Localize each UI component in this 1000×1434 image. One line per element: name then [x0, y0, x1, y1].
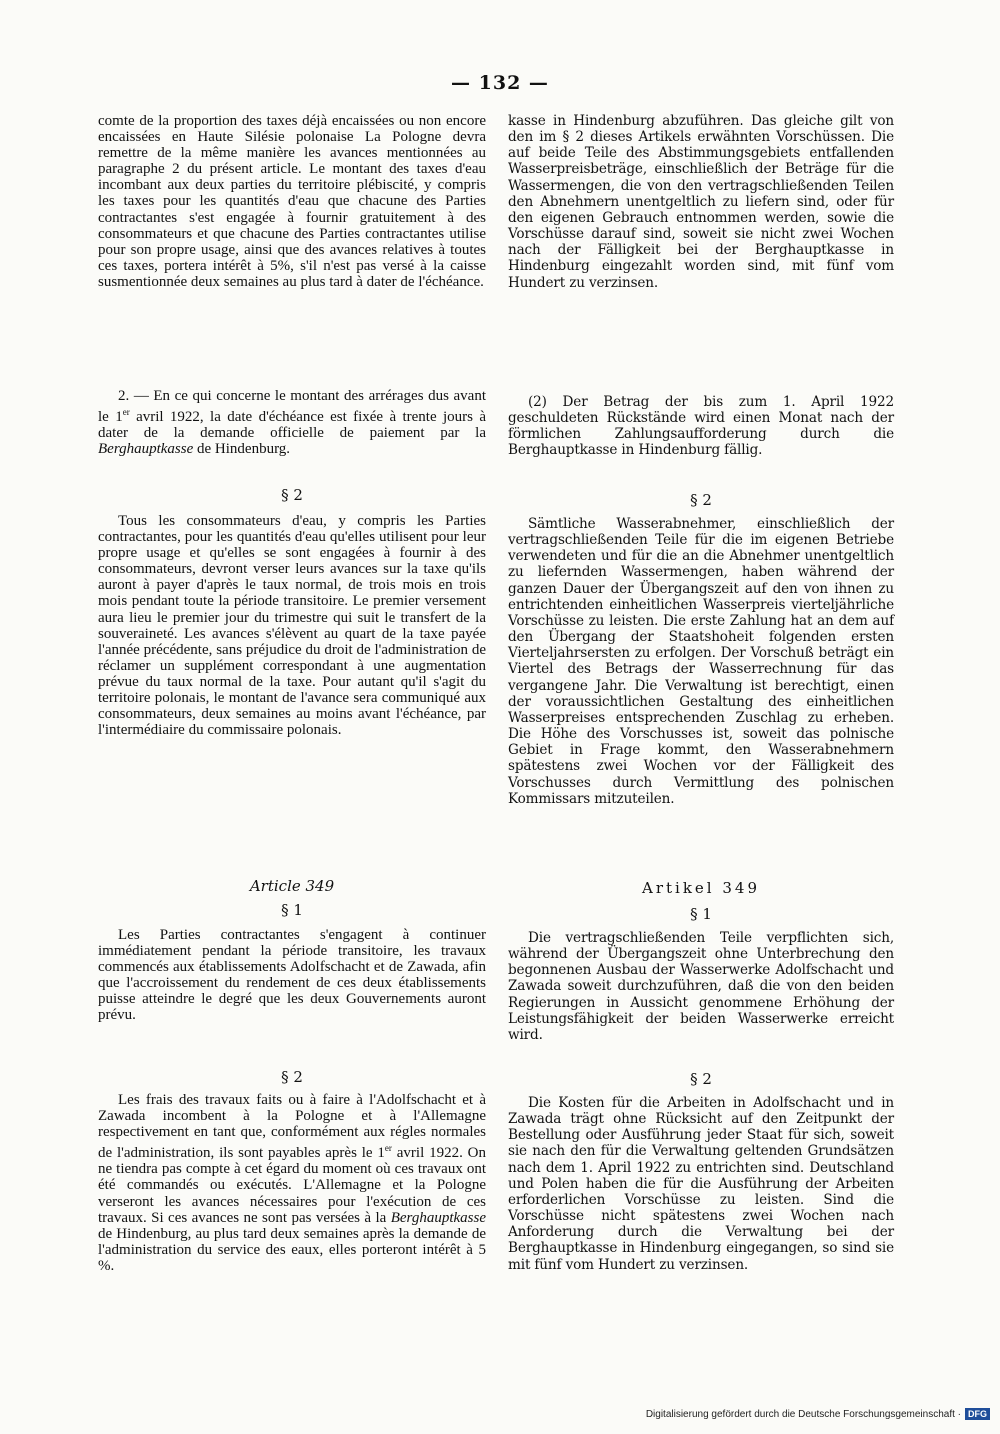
de-article-section-2-heading: § 2	[690, 1070, 712, 1088]
de-article-section-2-text: Die Kosten für die Arbeiten in Adolfschacht und in Zawada trägt ohne Rücksicht auf den Zeitpunkt der Bestellung oder Ausführung jeder Staat für sich, soweit sie nach den für die Verwaltung geltenden Grundsätzen nach dem 1. April 1922 zu entrichten sind. Deutschland und Polen haben die für die Ausführung der Arbeiten erforderlichen Vorschüsse zu leisten. Sind die Vorschüsse nicht spätestens zwei Wochen nach Anforderung durch die Verwaltung bei der Berghauptkasse in Hindenburg eingegangen, so sind sie mit fünf vom Hundert zu verzinsen.	[508, 1095, 894, 1273]
fr-a-s2-text-a: Les frais des travaux faits ou à faire à l'Adolfschacht et à Zawada incombent à la Pologne et à l'Allemagne respectivement en tant que, conformément aux régles normales de l'administration, ils sont payables après le 1	[98, 1092, 486, 1162]
fr-article-349-heading: Article 349	[249, 877, 335, 895]
de-section-2-heading: § 2	[690, 491, 712, 509]
fr-p2-text-a: 2. — En ce qui concerne le montant des arrérages dus avant le 1	[98, 388, 486, 426]
fr-article-section-1-heading: § 1	[281, 901, 303, 919]
fr-article-section-2-heading: § 2	[281, 1068, 303, 1086]
fr-p2-text-b: avril 1922, la date d'échéance est fixée à trente jours à dater de la demande officielle de paiement par la	[98, 409, 487, 442]
de-article-section-1-heading: § 1	[690, 905, 712, 923]
fr-section-2-text: Tous les consommateurs d'eau, y compris les Parties contractantes, pour les quantités d'eau qu'elles utilisent pour leur propre usage et qu'elles se sont engagées à fournir à des consommateurs, devront verser leurs avances sur la taxe qu'ils auront à payer d'après le taux normal, de trois mois en trois mois pendant toute la période transitoire. Le premier versement aura lieu le premier jour du trimestre qui suit le transfert de la souveraineté. Les avances s'élèvent au quart de la taxe payée l'année précédente, sans préjudice du droit de l'administration de réclamer un supplément correspondant à une augmentation prévue du taux normal de la taxe. Pour autant qu'il s'agit du territoire polonais, le montant de l'avance sera communiqué aux consommateurs, deux semaines au moins avant l'échéance, par l'intermédiaire du commissaire polonais.	[98, 513, 486, 739]
fr-a-s2-text-c: de Hindenburg, au plus tard deux semaines après la demande de l'administration du service des eaux, elles porteront intérêt à 5 %.	[98, 1225, 486, 1274]
page-number: — 132 —	[451, 72, 549, 94]
fr-p2-emphasis: Berghauptkasse	[98, 441, 194, 458]
fr-a-s2-emphasis: Berghauptkasse	[390, 1209, 486, 1226]
fr-article-section-1-text: Les Parties contractantes s'engagent à continuer immédiatement pendant la période transitoire, les travaux commencés aux établissements Adolfschacht et de Zawada, afin que l'accroissement du rendement de ces deux établissements puisse atteindre le degré que les deux Gouvernements auront prévu.	[98, 927, 486, 1024]
fr-article-section-2-text	[98, 1092, 486, 1274]
fr-paragraph-2	[98, 388, 486, 457]
fr-a-s2-sup: er	[384, 1143, 392, 1154]
fr-p2-text-c: de Hindenburg.	[193, 441, 291, 458]
de-section-2-text: Sämtliche Wasserabnehmer, einschließlich der vertragschließenden Teile für die im eigenen Betriebe verwendeten und für die an die Abnehmer unentgeltlich zu liefernden Wassermengen, haben während der ganzen Dauer der Übergangszeit auf den von ihnen zu entrichtenden einheitlichen Wasserpreis vierteljährliche Vorschüsse zu leisten. Die erste Zahlung hat an dem auf den Übergang der Staatshoheit folgenden ersten Vierteljahrsersten zu erfolgen. Der Vorschuß beträgt ein Viertel des Betrags der Wasserrechnung für das vergangene Jahr. Die Verwaltung ist berechtigt, einen der voraussichtlichen Gestaltung des einheitlichen Wasserpreises entsprechenden Zuschlag zu erheben. Die Höhe des Vorschusses ist, soweit das polnische Gebiet in Frage kommt, den Wasserabnehmern spätestens zwei Wochen vor der Fälligkeit des Vorschusses durch Vermittlung des polnischen Kommissars mitzuteilen.	[508, 516, 894, 807]
de-paragraph-2: (2) Der Betrag der bis zum 1. April 1922 geschuldeten Rückstände wird einen Monat nach der förmlichen Zahlungsaufforderung durch die Berghauptkasse in Hindenburg fällig.	[508, 394, 894, 459]
de-paragraph-1: kasse in Hindenburg abzuführen. Das gleiche gilt von den im § 2 dieses Artikels erwähnten Vorschüssen. Die auf beide Teile des Abstimmungsgebiets entfallenden Wasserpreisbeträge, einschließlich der Beträge für die Wassermengen, die von den vertragschließenden Teilen den Abnehmern unentgeltlich zu liefern sind, oder für den eigenen Gebrauch entnommen werden, sowie die Vorschüsse darauf sind, soweit sie nicht zwei Wochen nach der Fälligkeit bei der Berghauptkasse in Hindenburg eingezahlt worden sind, mit fünf vom Hundert zu verzinsen.	[508, 113, 894, 291]
fr-a-s2-text-b: avril 1922. On ne tiendra pas compte à cet égard du moment où ces travaux ont été commandés ou exécutés. L'Allemagne et la Pologne verseront les avances nécessaires pour l'exécution de ces travaux. Si ces avances ne sont pas versées à la	[98, 1145, 486, 1226]
dfg-logo: DFG	[965, 1408, 990, 1420]
fr-paragraph-1: comte de la proportion des taxes déjà encaissées ou non encore encaissées en Haute Silésie polonaise La Pologne devra remettre de la même manière les avances mentionnées au paragraphe 2 du présent article. Le montant des taxes d'eau incombant aux deux parties du territoire plébiscité, y compris les taxes pour les quantités d'eau que chacune des Parties contractantes s'est engagée à fournir gratuitement à des consommateurs et que chacune des Parties contractantes utilise pour son propre usage, ainsi que des avances relatives à toutes ces taxes, portera intérêt à 5%, s'il n'est pas versé à la caisse susmentionnée deux semaines au plus tard à dater de l'échéance.	[98, 113, 486, 290]
footer-text: Digitalisierung gefördert durch die Deutsche Forschungsgemeinschaft ·	[645, 1408, 961, 1420]
fr-p2-sup: er	[122, 407, 130, 418]
fr-section-2-heading: § 2	[281, 486, 303, 504]
de-article-section-1-text: Die vertragschließenden Teile verpflichten sich, während der Übergangszeit ohne Unterbrechung den begonnenen Ausbau der Wasserwerke Adolfschacht und Zawada soweit durchzuführen, daß die von den beiden Regierungen in Aussicht genommene Erhöhung der Leistungsfähigkeit der beiden Wasserwerke erreicht wird.	[508, 930, 894, 1043]
digitization-footer	[646, 1408, 990, 1420]
de-article-349-heading: Artikel 349	[642, 879, 760, 897]
